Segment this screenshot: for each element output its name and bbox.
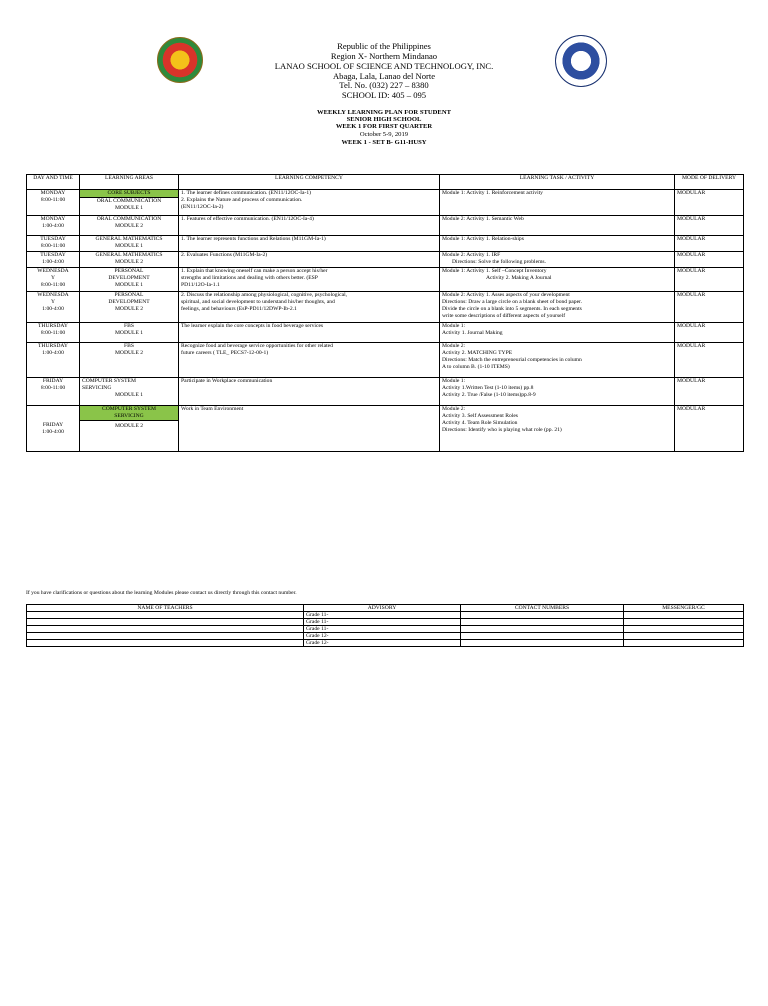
mode-cell: MODULAR <box>675 190 744 216</box>
header-mode: MODE OF DELIVERY <box>675 175 744 190</box>
header-contact-numbers: CONTACT NUMBERS <box>461 605 624 612</box>
task-cell: Module 1: Activity 1. Journal Making <box>440 323 675 343</box>
day-cell: FRIDAY 8:00-11:00 <box>27 378 80 406</box>
task-cell: Module 2: Activity 2. MATCHING TYPE Directions: Match the entrepreneurial competencies in column A to column B. (1-10 ITEMS) <box>440 343 675 378</box>
task-cell: Module 1: Activity 1. Relation-ships <box>440 236 675 252</box>
header-teacher-name: NAME OF TEACHERS <box>27 605 304 612</box>
competency-cell: Recognize food and beverage service opportunities for other related future careers ( TLE_ PECS7-12-00-1) <box>179 343 440 378</box>
competency-cell: 2. Evaluates Functions (M11GM-Ia-2) <box>179 252 440 268</box>
mode-cell: MODULAR <box>675 406 744 452</box>
table-row <box>27 343 744 378</box>
mode-cell: MODULAR <box>675 323 744 343</box>
table-row <box>27 406 744 452</box>
table-row <box>27 268 744 292</box>
weekly-plan-table <box>26 174 744 452</box>
teachers-header-row <box>27 605 744 612</box>
mode-cell: MODULAR <box>675 343 744 378</box>
plan-week: WEEK 1 FOR FIRST QUARTER <box>335 123 433 130</box>
area-cell: PERSONAL DEVELOPMENT MODULE 2 <box>80 292 179 323</box>
mode-cell: MODULAR <box>675 252 744 268</box>
area-cell: FBS MODULE 2 <box>80 343 179 378</box>
table-row <box>27 378 744 406</box>
task-cell: Module 2: Activity 1. IRF Directions: Solve the following problems. <box>440 252 675 268</box>
day-cell: THURSDAY 1:00-4:00 <box>27 343 80 378</box>
table-row <box>27 292 744 323</box>
table-row <box>27 216 744 236</box>
competency-cell: 1. The learner defines communication. (EN11/12OC-Ia-1) 2. Explains the Nature and process of communication. (EN11/12OC-Ia-2) <box>179 190 440 216</box>
task-cell: Module 1: Activity 1. Self –Concept Inventory Activity 2. Making A Journal <box>440 268 675 292</box>
mode-cell: MODULAR <box>675 236 744 252</box>
competency-cell: 2. Discuss the relationship among physiological, cognitive, psychological, spiritual, and social development to understand his/her thoughts, and feelings, and behaviours (EsP-PD11/12DWP-Ib-2.1 <box>179 292 440 323</box>
day-cell: MONDAY 8:00-11:00 <box>27 190 80 216</box>
day-cell: FRIDAY 1:00-4:00 <box>27 406 80 452</box>
area-cell: COMPUTER SYSTEM SERVICING MODULE 1 <box>80 378 179 406</box>
computer-system-highlight: COMPUTER SYSTEM SERVICING <box>80 406 178 421</box>
table-row <box>27 640 744 647</box>
day-cell: TUESDAY 1:00-4:00 <box>27 252 80 268</box>
table-header-row <box>27 175 744 190</box>
mode-cell: MODULAR <box>675 268 744 292</box>
table-row <box>27 633 744 640</box>
advisory-cell: Grade 11- <box>304 626 461 633</box>
day-cell: WEDNESDA Y 8:00-11:00 <box>27 268 80 292</box>
advisory-cell: Grade 11- <box>304 619 461 626</box>
competency-cell: Participate in Workplace communication <box>179 378 440 406</box>
table-row <box>27 190 744 216</box>
header-republic: Republic of the Philippines <box>337 41 431 51</box>
day-cell: THURSDAY 8:00-11:00 <box>27 323 80 343</box>
header-learning-areas: LEARNING AREAS <box>80 175 179 190</box>
task-cell: Module 2: Activity 1. Semantic Web <box>440 216 675 236</box>
task-cell: Module 2: Activity 3. Self Assessment Roles Activity 4. Team Role Simulation Directions: Identify who is playing what role (pp. 21) <box>440 406 675 452</box>
header-school-name: LANAO SCHOOL OF SCIENCE AND TECHNOLOGY, INC. <box>274 61 494 71</box>
core-subjects-label: CORE SUBJECTS <box>80 190 178 198</box>
advisory-cell: Grade 12- <box>304 633 461 640</box>
teachers-table <box>26 604 744 647</box>
area-cell: PERSONAL DEVELOPMENT MODULE 1 <box>80 268 179 292</box>
area-cell: GENERAL MATHEMATICS MODULE 2 <box>80 252 179 268</box>
task-cell: Module 1: Activity 1. Reinforcement activity <box>440 190 675 216</box>
header-advisory: ADVISORY <box>304 605 461 612</box>
task-cell: Module 1: Activity 1.Written Test (1-10 items) pp.8 Activity 2. True /False (1-10 items)pp.8-9 <box>440 378 675 406</box>
header-school-id: SCHOOL ID: 405 – 095 <box>341 90 427 100</box>
competency-cell: The learner explain the core concepts in food beverage services <box>179 323 440 343</box>
mode-cell: MODULAR <box>675 378 744 406</box>
header-learning-competency: LEARNING COMPETENCY <box>179 175 440 190</box>
area-cell: FBS MODULE 1 <box>80 323 179 343</box>
competency-cell: 1. Explain that knowing oneself can make a person accept his/her strengths and limitations and dealing with others better. (ESP PD11/12O-Ia-1.1 <box>179 268 440 292</box>
plan-set: WEEK 1 - SET B- G11-HUSY <box>341 139 427 146</box>
table-row <box>27 612 744 619</box>
header-learning-task: LEARNING TASK / ACTIVITY <box>440 175 675 190</box>
area-cell: COMPUTER SYSTEM SERVICING MODULE 2 <box>80 406 179 452</box>
table-row <box>27 236 744 252</box>
area-cell: GENERAL MATHEMATICS MODULE 1 <box>80 236 179 252</box>
header-day-time: DAY AND TIME <box>27 175 80 190</box>
header-messenger: MESSENGER/GC <box>624 605 744 612</box>
table-row <box>27 252 744 268</box>
header-address: Abaga, Lala, Lanao del Norte <box>332 71 436 81</box>
advisory-cell: Grade 12- <box>304 640 461 647</box>
plan-title: WEEKLY LEARNING PLAN FOR STUDENT <box>317 109 451 116</box>
competency-cell: 1. The learner represents functions and Relations (M11GM-Ia-1) <box>179 236 440 252</box>
task-cell: Module 2: Activity 1. Asses aspects of your development Directions: Draw a large circle on a blank sheet of bond paper. Divide the circle on a blank into 5 segments. In each segments write some descriptions of different aspects of yourself <box>440 292 675 323</box>
header-region: Region X- Northern Mindanao <box>330 51 438 61</box>
contact-note: If you have clarifications or questions about the learning Modules please contact us directly through this contact number. <box>26 590 297 596</box>
competency-cell: 1. Features of effective communication. (EN11/12OC-Ia-4) <box>179 216 440 236</box>
mode-cell: MODULAR <box>675 292 744 323</box>
day-cell: TUESDAY 8:00-11:00 <box>27 236 80 252</box>
advisory-cell: Grade 11- <box>304 612 461 619</box>
table-row <box>27 626 744 633</box>
competency-cell: Work in Team Environment <box>179 406 440 452</box>
plan-date: October 5-9, 2019 <box>359 131 409 138</box>
header-tel: Tel. No. (032) 227 – 8380 <box>339 80 429 90</box>
area-cell: ORAL COMMUNICATION MODULE 2 <box>80 216 179 236</box>
day-cell: WEDNESDA Y 1:00-4:00 <box>27 292 80 323</box>
table-row <box>27 619 744 626</box>
day-cell: MONDAY 1:00-4:00 <box>27 216 80 236</box>
plan-level: SENIOR HIGH SCHOOL <box>346 116 422 123</box>
area-cell: CORE SUBJECTS ORAL COMMUNICATION MODULE 1 <box>80 190 179 216</box>
table-row <box>27 323 744 343</box>
mode-cell: MODULAR <box>675 216 744 236</box>
